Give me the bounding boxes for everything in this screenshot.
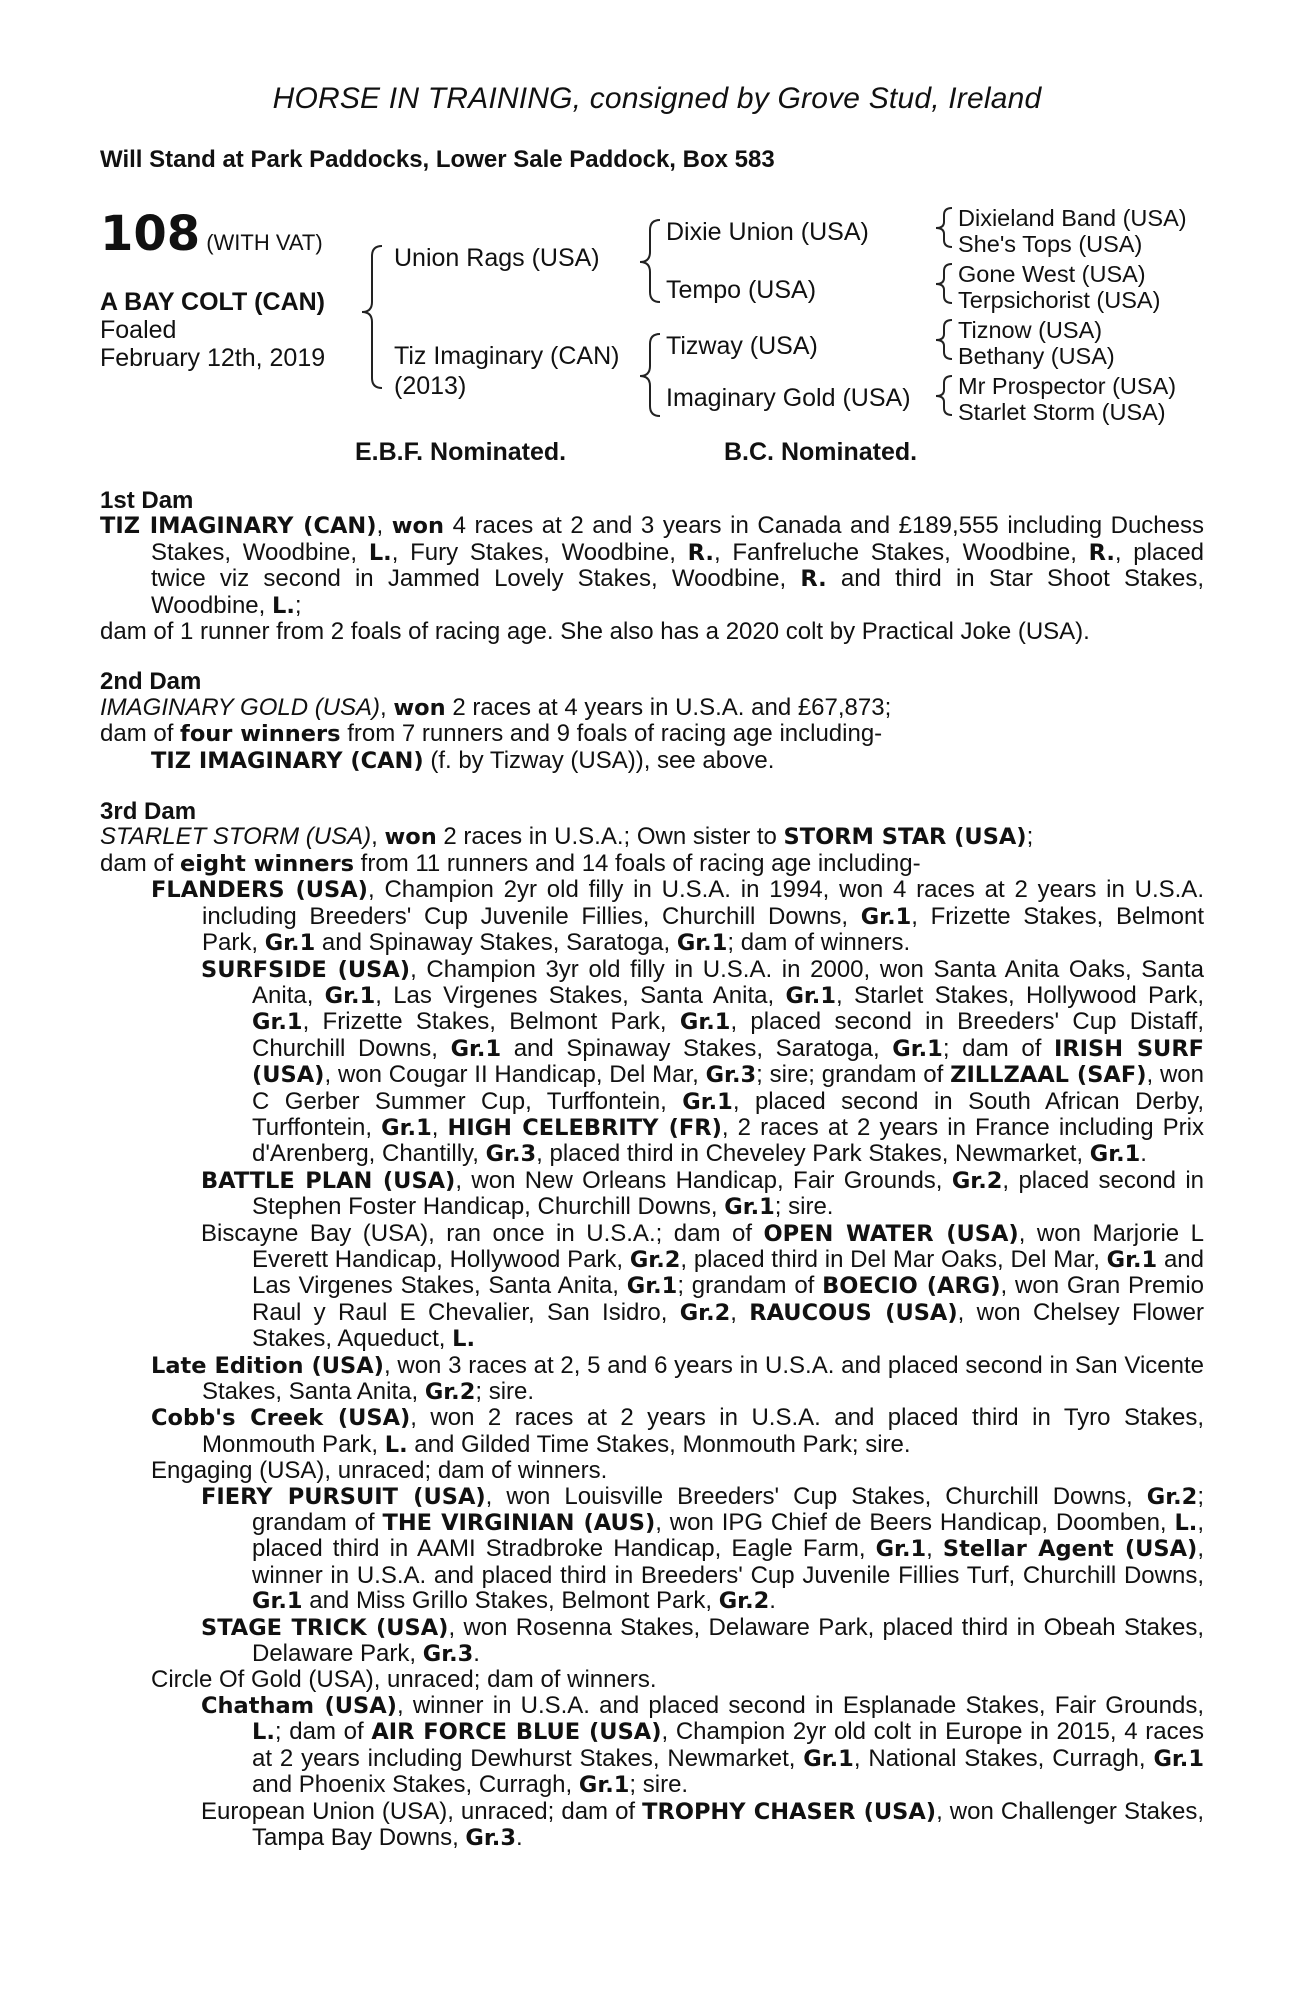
third-dam-title: 3rd Dam [100, 798, 197, 826]
text-run: and Miss Grillo Stakes, Belmont Park, [302, 1587, 719, 1615]
bold-run: Gr.1 [785, 982, 837, 1009]
bold-run: Stellar Agent (USA) [942, 1536, 1198, 1563]
text-run: , Frizette Stakes, Belmont Park, [202, 902, 1204, 957]
bold-run: Gr.1 [682, 1088, 733, 1115]
bold-run: L. [252, 1719, 275, 1746]
text-run: ; [294, 591, 302, 619]
text-run: and Gilded Time Stakes, Monmouth Park; sire. [407, 1430, 911, 1458]
text-run: ; dam of [942, 1034, 1054, 1062]
bold-run: Gr.1 [626, 1273, 678, 1300]
bold-run: FLANDERS (USA) [151, 877, 368, 904]
text-run: . [473, 1640, 480, 1668]
entry-cobbs-creek [100, 1405, 1204, 1458]
bold-run: IRISH SURF (USA) [252, 1035, 1205, 1089]
pedigree-notes [100, 488, 1204, 1851]
third-gen-5: Tiznow (USA) [958, 317, 1103, 343]
bold-run: Gr.3 [705, 1062, 757, 1089]
bold-run: Gr.1 [724, 1194, 775, 1221]
text-run: and Phoenix Stakes, Curragh, [252, 1771, 579, 1799]
bold-run: Gr.1 [860, 903, 912, 930]
text-run: ; grandam of [677, 1272, 823, 1300]
text-run: , placed second in Stephen Foster Handicap, Churchill Downs, [252, 1166, 1204, 1221]
bold-run: Gr.1 [324, 982, 376, 1009]
second-dam-record [100, 695, 1204, 721]
bold-run: won [393, 694, 446, 721]
text-run: and Las Virgenes Stakes, Santa Anita, [252, 1245, 1204, 1300]
text-run: 4 races at 2 and 3 years in Canada and £189,555 including Duchess Stakes, Woodbine, [151, 512, 1204, 566]
bold-run: AIR FORCE BLUE (USA) [371, 1719, 662, 1746]
third-gen-4: Terpsichorist (USA) [958, 287, 1161, 313]
third-gen-8: Starlet Storm (USA) [958, 399, 1166, 425]
bold-run: Gr.1 [676, 930, 728, 957]
entry-surfside [100, 957, 1204, 1168]
bold-run: FIERY PURSUIT (USA) [201, 1483, 486, 1510]
text-run: , winner in U.S.A. and placed second in Esplanade Stakes, Fair Grounds, [396, 1691, 1204, 1719]
bold-run: won [391, 513, 445, 540]
text-run: , [926, 1535, 943, 1563]
text-run: , won 3 races at 2, 5 and 6 years in U.S.A. and placed second in San Vicente Stakes, Santa Anita, [202, 1351, 1204, 1405]
text-run: , won Cougar II Handicap, Del Mar, [324, 1061, 706, 1089]
text-run: dam of [100, 720, 181, 748]
entry-biscayne-bay [100, 1221, 1204, 1353]
bracket-g4 [936, 376, 952, 415]
dam-sire-name: Tizway (USA) [666, 332, 818, 360]
text-run: and Spinaway Stakes, Saratoga, [315, 929, 677, 957]
entry-stage-trick [100, 1615, 1204, 1668]
bold-run: Gr.1 [679, 1009, 731, 1036]
second-dam-foal-tiz-imaginary [100, 748, 1204, 774]
bold-run: Gr.2 [1146, 1483, 1198, 1510]
bold-run: Gr.1 [1153, 1745, 1204, 1772]
bc-nominated: B.C. Nominated. [724, 438, 918, 466]
entry-circle-of-gold [100, 1667, 1204, 1692]
text-run: , won Rosenna Stakes, Delaware Park, placed third in Obeah Stakes, Delaware Park, [252, 1613, 1204, 1668]
bold-run: HIGH CELEBRITY (FR) [447, 1114, 722, 1141]
text-run: . [515, 1823, 523, 1851]
text-run: , Champion 2yr old filly in U.S.A. in 1994, won 4 races at 2 years in U.S.A. including Breeders' Cup Juvenile Fillies, Churchill Downs, [202, 876, 1204, 930]
lot-title: A BAY COLT (CAN) [100, 288, 325, 316]
text-run: , [376, 512, 392, 540]
bold-run: R. [1088, 539, 1115, 566]
italic-run: STARLET STORM (USA) [100, 823, 372, 851]
text-run: Circle Of Gold (USA), unraced; dam of winners. [151, 1666, 657, 1694]
third-gen-7: Mr Prospector (USA) [958, 373, 1177, 399]
bold-run: Cobb's Creek (USA) [151, 1405, 411, 1432]
third-gen-6: Bethany (USA) [958, 343, 1115, 369]
bold-run: four winners [180, 721, 341, 748]
bold-run: Gr.1 [578, 1772, 630, 1799]
text-run: , Fury Stakes, Woodbine, [391, 538, 688, 566]
text-run: , National Stakes, Curragh, [853, 1744, 1154, 1772]
text-run: , placed third in Del Mar Oaks, Del Mar, [680, 1245, 1107, 1273]
bold-run: R. [800, 566, 827, 593]
text-run: ; sire. [774, 1193, 834, 1221]
bold-run: ZILLZAAL (SAF) [950, 1062, 1147, 1089]
page-heading: HORSE IN TRAINING, consigned by Grove Stud, Ireland [272, 82, 1042, 115]
bold-run: TIZ IMAGINARY (CAN) [100, 513, 377, 540]
text-run: , placed second in South African Derby, Turffontein, [252, 1087, 1204, 1141]
bold-run: Gr.1 [803, 1745, 854, 1772]
bold-run: BOECIO (ARG) [822, 1273, 1001, 1300]
text-run: , won 2 races at 2 years in U.S.A. and placed third in Tyro Stakes, Monmouth Park, [202, 1404, 1205, 1458]
bold-run: L. [452, 1326, 476, 1353]
bold-run: R. [687, 539, 714, 566]
bold-run: Gr.2 [679, 1299, 731, 1326]
bracket-g1 [936, 208, 952, 247]
text-run: Engaging (USA), unraced; dam of winners. [151, 1457, 608, 1485]
text-run: Biscayne Bay (USA), ran once in U.S.A.; dam of [201, 1219, 764, 1247]
text-run: , 2 races at 2 years in France including Prix d'Arenberg, Chantilly, [252, 1113, 1204, 1168]
bold-run: Gr.1 [450, 1035, 502, 1062]
text-run: , won Gran Premio Raul y Raul E Chevalier, San Isidro, [252, 1272, 1205, 1326]
text-run: 2 races at 4 years in U.S.A. and £67,873; [445, 693, 892, 721]
first-dam-produce [100, 619, 1204, 644]
text-run: , [730, 1298, 750, 1326]
text-run: ; dam of winners. [727, 929, 911, 957]
entry-late-edition [100, 1353, 1204, 1406]
text-run: and third in Star Shoot Stakes, Woodbine, [151, 565, 1204, 619]
second-dam-produce [100, 721, 1204, 747]
text-run: ; sire; grandam of [756, 1061, 951, 1089]
text-run: ; sire. [629, 1771, 689, 1799]
entry-fiery-pursuit [100, 1484, 1204, 1615]
text-run: , won IPG Chief de Beers Handicap, Doomben, [655, 1509, 1175, 1537]
bold-run: TIZ IMAGINARY (CAN) [151, 747, 424, 774]
bold-run: won [384, 824, 437, 851]
bold-run: eight winners [180, 850, 355, 877]
text-run: ; grandam of [252, 1482, 1204, 1537]
text-run: , winner in U.S.A. and placed third in Breeders' Cup Juvenile Fillies Turf, Churchill Downs, [252, 1535, 1204, 1589]
bold-run: THE VIRGINIAN (AUS) [382, 1510, 656, 1537]
bold-run: Gr.3 [422, 1641, 474, 1668]
dam-year: (2013) [394, 372, 467, 400]
text-run: , placed second in Breeders' Cup Distaff, Churchill Downs, [252, 1008, 1204, 1062]
second-dam-title: 2nd Dam [100, 668, 202, 696]
text-run: ; sire. [475, 1378, 535, 1405]
bold-run: Gr.3 [465, 1824, 516, 1851]
sire-sire-name: Dixie Union (USA) [666, 218, 869, 246]
bold-run: Gr.2 [424, 1379, 476, 1405]
text-run: . [769, 1587, 776, 1615]
entry-chatham [100, 1693, 1204, 1799]
bold-run: Gr.1 [252, 1588, 303, 1615]
bold-run: STORM STAR (USA) [783, 824, 1027, 851]
text-run: , won New Orleans Handicap, Fair Grounds, [455, 1166, 952, 1194]
text-run: , [431, 1113, 448, 1141]
text-run: , placed third in AAMI Stradbroke Handicap, Eagle Farm, [252, 1509, 1205, 1563]
bold-run: Late Edition (USA) [151, 1352, 384, 1379]
text-run: , Champion 2yr old colt in Europe in 2015, 4 races at 2 years including Dewhurst Stakes, Newmarket, [252, 1718, 1204, 1772]
text-run: , won Chelsey Flower Stakes, Aqueduct, [252, 1298, 1204, 1353]
bold-run: Gr.1 [875, 1536, 927, 1563]
sire-dam-name: Tempo (USA) [666, 276, 817, 304]
bracket-g2 [936, 264, 952, 303]
text-run: , Champion 3yr old filly in U.S.A. in 2000, won Santa Anita Oaks, Santa Anita, [252, 955, 1204, 1009]
bold-run: BATTLE PLAN (USA) [201, 1167, 456, 1194]
third-gen-3: Gone West (USA) [958, 261, 1146, 287]
bold-run: Chatham (USA) [201, 1692, 397, 1719]
text-run: , [371, 823, 385, 851]
sire-name: Union Rags (USA) [394, 244, 600, 272]
entry-engaging [100, 1458, 1204, 1483]
bold-run: OPEN WATER (USA) [763, 1220, 1019, 1247]
entry-european-union [100, 1799, 1204, 1852]
stand-location: Will Stand at Park Paddocks, Lower Sale Paddock, Box 583 [100, 146, 775, 173]
bold-run: SURFSIDE (USA) [201, 956, 411, 983]
text-run: , won Challenger Stakes, Tampa Bay Downs, [252, 1797, 1205, 1851]
bracket-sire-dam [362, 246, 382, 388]
third-dam-record [100, 824, 1204, 850]
italic-run: IMAGINARY GOLD (USA) [100, 693, 381, 721]
foaled-date: February 12th, 2019 [100, 344, 326, 372]
text-run: ; [1026, 823, 1034, 851]
bold-run: L. [271, 592, 295, 619]
text-run: from 11 runners and 14 foals of racing age including- [354, 849, 921, 877]
bracket-sire [640, 220, 660, 302]
bold-run: L. [384, 1431, 408, 1458]
bold-run: Gr.1 [1089, 1141, 1141, 1168]
foaled-label: Foaled [100, 316, 177, 344]
text-run: dam of 1 runner from 2 foals of racing age. She also has a 2020 colt by Practical Joke (USA). [100, 618, 1090, 646]
text-run: European Union (USA), unraced; dam of [201, 1797, 643, 1825]
bold-run: Gr.2 [951, 1167, 1003, 1194]
text-run: . [1140, 1140, 1147, 1168]
bold-run: Gr.1 [381, 1114, 432, 1141]
lot-number: 108 [100, 206, 201, 262]
bracket-g3 [936, 320, 952, 359]
entry-battle-plan [100, 1168, 1204, 1221]
first-dam-title: 1st Dam [100, 487, 194, 514]
bold-run: L. [1174, 1510, 1198, 1537]
bold-run: STAGE TRICK (USA) [201, 1614, 449, 1641]
text-run: , Starlet Stakes, Hollywood Park, [836, 981, 1204, 1009]
bold-run: Gr.1 [1106, 1246, 1158, 1273]
text-run: , Fanfreluche Stakes, Woodbine, [713, 538, 1089, 566]
text-run: , [380, 693, 394, 721]
first-dam-record [100, 513, 1204, 619]
text-run: ; dam of [274, 1718, 372, 1746]
entry-flanders [100, 877, 1204, 956]
bold-run: TROPHY CHASER (USA) [642, 1798, 937, 1825]
bold-run: Gr.3 [485, 1141, 537, 1168]
text-run: , Las Virgenes Stakes, Santa Anita, [375, 981, 786, 1009]
text-run: (f. by Tizway (USA)), see above. [423, 746, 775, 774]
text-run: , placed third in Cheveley Park Stakes, Newmarket, [536, 1140, 1090, 1168]
bracket-dam [640, 334, 660, 416]
bold-run: Gr.2 [629, 1246, 681, 1273]
ebf-nominated: E.B.F. Nominated. [355, 438, 567, 466]
text-run: 2 races in U.S.A.; Own sister to [436, 823, 784, 851]
bold-run: Gr.2 [718, 1588, 770, 1615]
bold-run: Gr.1 [264, 930, 316, 957]
bold-run: Gr.1 [892, 1035, 943, 1062]
text-run: , won Louisville Breeders' Cup Stakes, Churchill Downs, [485, 1482, 1147, 1510]
text-run: , placed twice viz second in Jammed Lovely Stakes, Woodbine, [151, 538, 1205, 593]
third-gen-1: Dixieland Band (USA) [958, 205, 1187, 231]
third-gen-2: She's Tops (USA) [958, 231, 1143, 257]
vat-note: (WITH VAT) [206, 230, 323, 255]
text-run: , won C Gerber Summer Cup, Turffontein, [252, 1061, 1204, 1115]
bold-run: L. [368, 539, 392, 566]
third-dam-produce [100, 851, 1204, 877]
text-run: dam of [100, 849, 181, 877]
bold-run: Gr.1 [252, 1009, 303, 1036]
text-run: from 7 runners and 9 foals of racing age including- [340, 720, 883, 748]
text-run: , won Marjorie L Everett Handicap, Hollywood Park, [252, 1219, 1205, 1273]
dam-dam-name: Imaginary Gold (USA) [666, 384, 911, 412]
bold-run: RAUCOUS (USA) [749, 1299, 958, 1326]
text-run: and Spinaway Stakes, Saratoga, [501, 1034, 893, 1062]
dam-name: Tiz Imaginary (CAN) [394, 342, 620, 370]
text-run: , Frizette Stakes, Belmont Park, [302, 1008, 680, 1036]
